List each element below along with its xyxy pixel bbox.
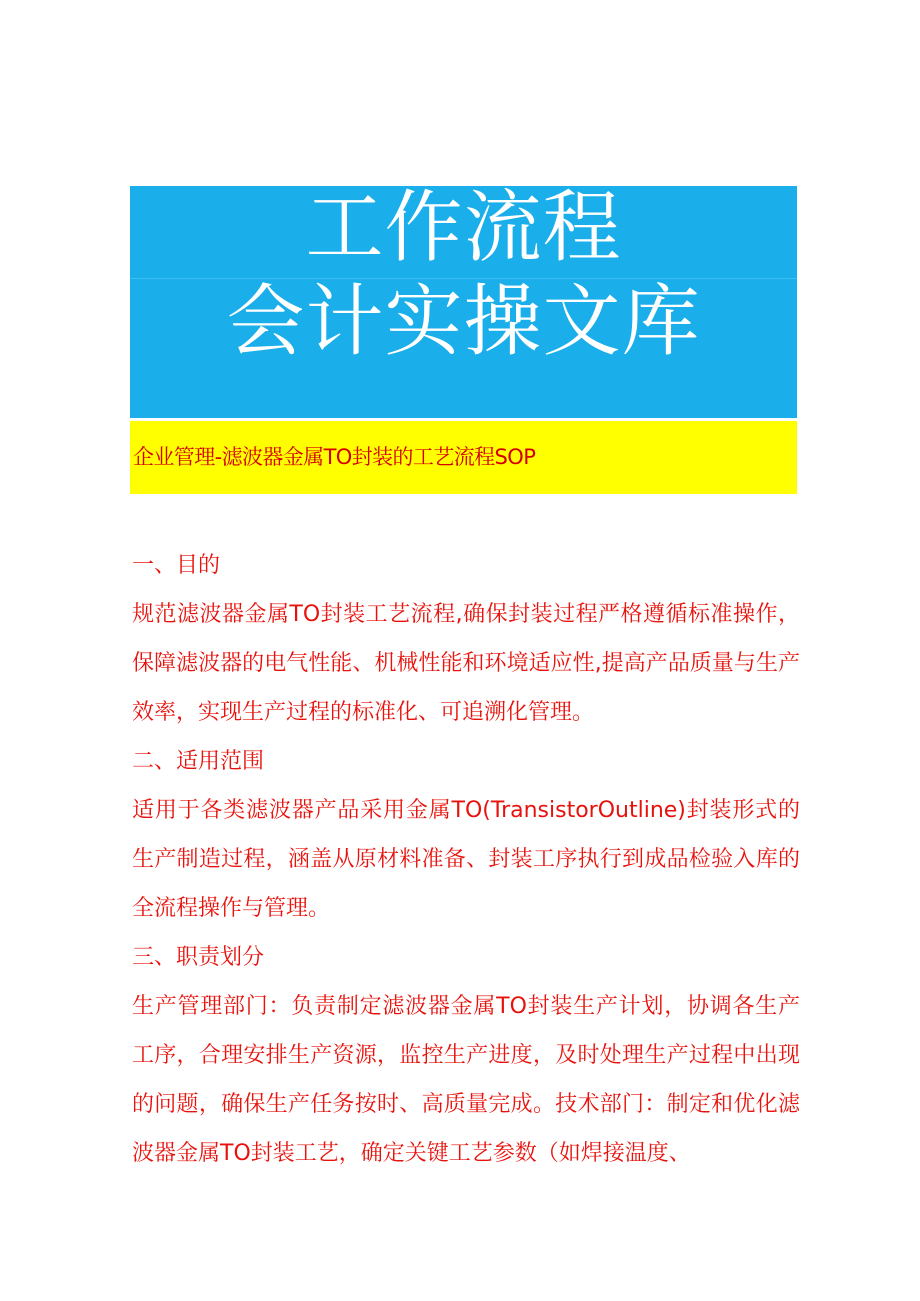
banner-title-line1: 工作流程 bbox=[305, 183, 622, 273]
section-heading-responsibilities: 三、职责划分 bbox=[132, 945, 265, 970]
section-body-purpose: 规范滤波器金属TO封装工艺流程,确保封装过程严格遵循标准操作，保障滤波器的电气性能、机械性能和环境适应性,提高产品质量与生产效率，实现生产过程的标准化、可追溯化管理。 bbox=[132, 602, 800, 725]
subtitle-bar bbox=[130, 421, 797, 494]
section-heading-purpose: 一、目的 bbox=[132, 553, 221, 578]
document-body bbox=[132, 541, 800, 1178]
document-subtitle: 企业管理-滤波器金属TO封装的工艺流程SOP bbox=[133, 445, 536, 469]
banner-title-line2: 会计实操文库 bbox=[226, 277, 701, 367]
section-body-responsibilities: 生产管理部门：负责制定滤波器金属TO封装生产计划，协调各生产工序，合理安排生产资源，监控生产进度，及时处理生产过程中出现的问题，确保生产任务按时、高质量完成。技术部门：制定和优化滤波器金属TO封装工艺，确定关键工艺参数（如焊接温度、 bbox=[132, 994, 800, 1166]
section-heading-scope: 二、适用范围 bbox=[132, 749, 265, 774]
title-banner bbox=[130, 183, 797, 418]
section-body-scope: 适用于各类滤波器产品采用金属TO(TransistorOutline)封装形式的生产制造过程，涵盖从原材料准备、封装工序执行到成品检验入库的全流程操作与管理。 bbox=[132, 798, 800, 921]
